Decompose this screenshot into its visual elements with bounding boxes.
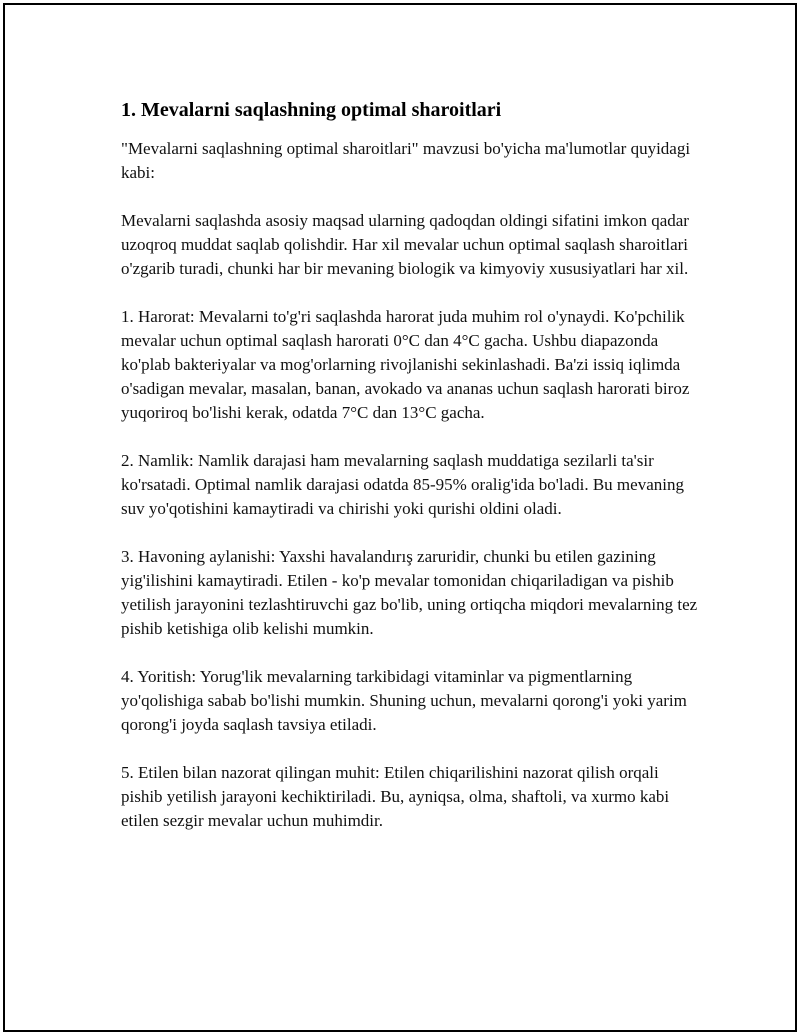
document-page: [3, 3, 797, 1032]
overview-paragraph: Mevalarni saqlashda asosiy maqsad ularning qadoqdan oldingi sifatini imkon qadar uzoqroq muddat saqlab qolishdir. Har xil mevalar uchun optimal saqlash sharoitlari o'zgarib turadi, chunki har bir mevaning biologik va kimyoviy xususiyatlari har xil.: [121, 211, 689, 278]
humidity-paragraph: 2. Namlik: Namlik darajasi ham mevalarning saqlash muddatiga sezilarli ta'sir ko'rsatadi. Optimal namlik darajasi odatda 85-95% oralig'ida bo'ladi. Bu mevaning suv yo'qotishini kamaytiradi va chirishi yoki qurishi oldini oladi.: [121, 451, 684, 518]
ethylene-control-paragraph: 5. Etilen bilan nazorat qilingan muhit: Etilen chiqarilishini nazorat qilish orqali pishib yetilish jarayoni kechiktiriladi. Bu, ayniqsa, olma, shaftoli, va xurmo kabi etilen sezgir mevalar uchun muhimdir.: [121, 763, 670, 830]
document-content: [121, 97, 701, 833]
ventilation-paragraph: 3. Havoning aylanishi: Yaxshi havalandırış zaruridir, chunki bu etilen gazining yig'ilishini kamaytiradi. Etilen - ko'p mevalar tomonidan chiqariladigan va pishib yetilish jarayonini tezlashtiruvchi gaz bo'lib, uning ortiqcha miqdori mevalarning tez pishib ketishiga olib kelishi mumkin.: [121, 547, 698, 638]
intro-paragraph: "Mevalarni saqlashning optimal sharoitlari" mavzusi bo'yicha ma'lumotlar quyidagi kabi:: [121, 139, 691, 182]
document-title: 1. Mevalarni saqlashning optimal sharoitlari: [121, 99, 502, 121]
temperature-paragraph: 1. Harorat: Mevalarni to'g'ri saqlashda harorat juda muhim rol o'ynaydi. Ko'pchilik mevalar uchun optimal saqlash harorati 0°C dan 4°C gacha. Ushbu diapazonda ko'plab bakteriyalar va mog'orlarning rivojlanishi sekinlashadi. Ba'zi issiq iqlimda o'sadigan mevalar, masalan, banan, avokado va ananas uchun saqlash harorati biroz yuqoriroq bo'lishi kerak, odatda 7°C dan 13°C gacha.: [121, 307, 690, 422]
lighting-paragraph: 4. Yoritish: Yorug'lik mevalarning tarkibidagi vitaminlar va pigmentlarning yo'qolishiga sabab bo'lishi mumkin. Shuning uchun, mevalarni qorong'i yoki yarim qorong'i joyda saqlash tavsiya etiladi.: [121, 667, 687, 734]
